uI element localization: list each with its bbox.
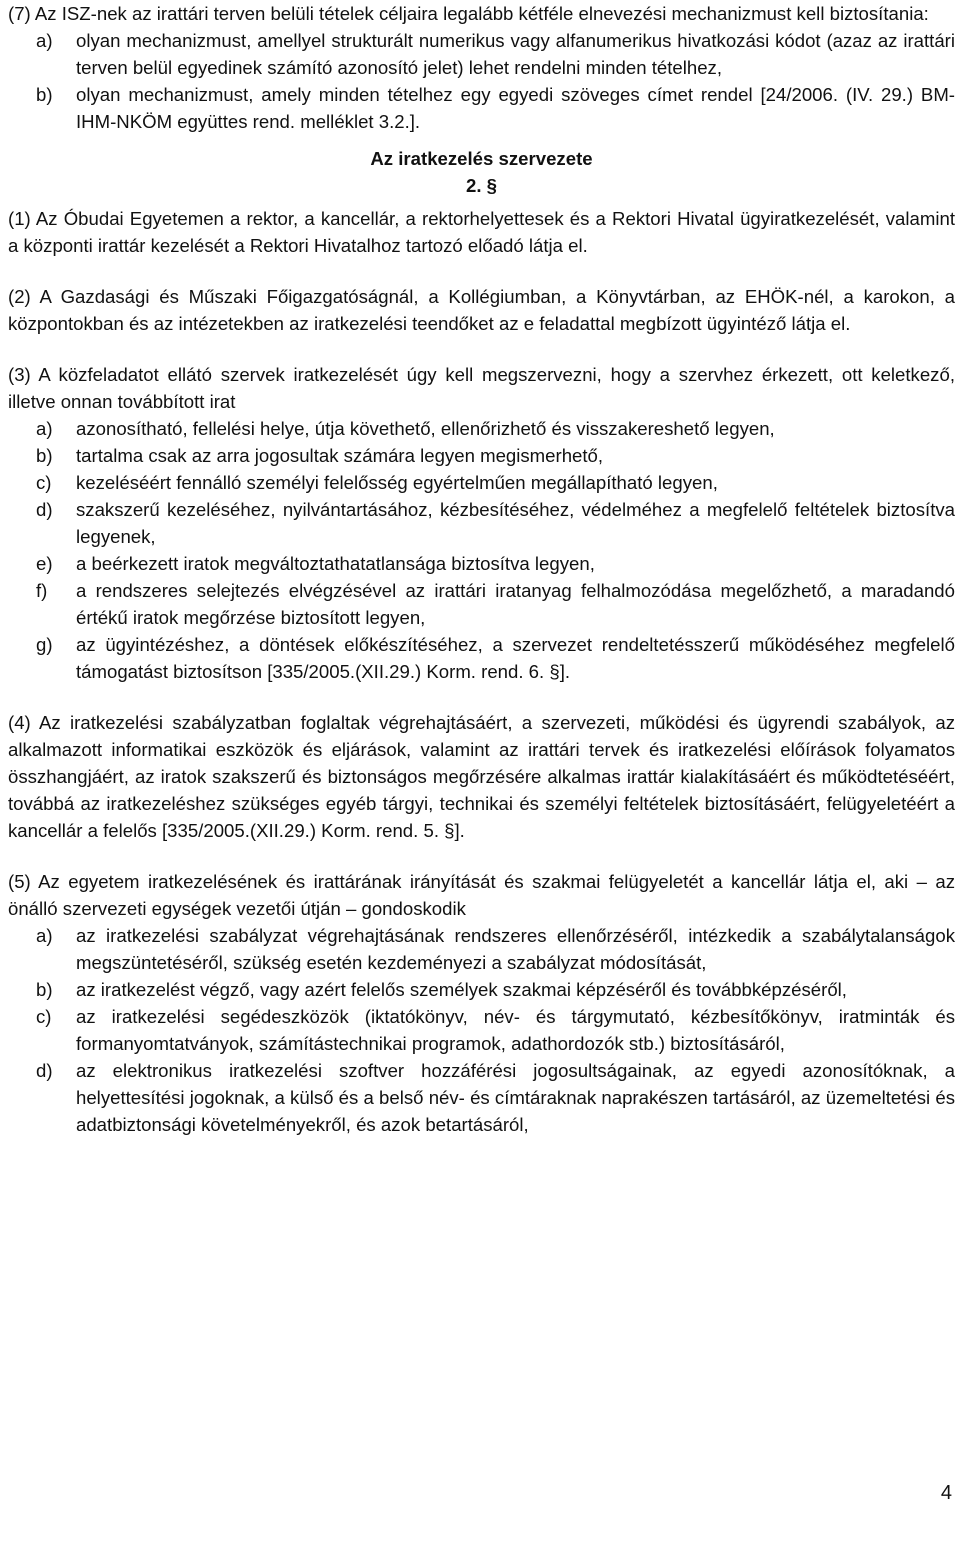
document-page — [8, 0, 955, 1138]
list-item — [8, 469, 955, 496]
list-item-text: olyan mechanizmust, amellyel strukturált numerikus vagy alfanumerikus hivatkozási kódot (azaz az irattári terven belül egyedinek számító azonosító jelet) lehet rendelni minden tételhez, — [76, 30, 955, 78]
list-item — [8, 577, 955, 631]
list-item-text: az iratkezelési szabályzat végrehajtásának rendszeres ellenőrzéséről, intézkedik a szabálytalanságok megszüntetéséről, szükség esetén kezdeményezi a szabályzat módosítását, — [76, 925, 955, 973]
list-item-label: d) — [36, 1060, 53, 1081]
list-item — [8, 976, 955, 1003]
list-item-text: az iratkezelési segédeszközök (iktatókönyv, név- és tárgymutató, kézbesítőkönyv, iratminták és formanyomtatványok, számítástechnikai programok, adathordozók stb.) biztosításáról, — [76, 1006, 955, 1054]
list-item-label: a) — [36, 418, 53, 439]
list-item-label: c) — [36, 1006, 52, 1027]
list-item — [8, 415, 955, 442]
list-item — [8, 922, 955, 976]
list-item-label: b) — [36, 979, 53, 1000]
paragraph-3: (3) A közfeladatot ellátó szervek iratkezelését úgy kell megszervezni, hogy a szervhez érkezett, ott keletkező, illetve onnan továbbított irat — [8, 364, 955, 412]
list-item-label: g) — [36, 634, 53, 655]
list-item-text: a beérkezett iratok megváltoztathatatlansága biztosítva legyen, — [76, 553, 595, 574]
list-item-label: b) — [36, 84, 53, 105]
list-item-label: a) — [36, 925, 53, 946]
list-item — [8, 1057, 955, 1138]
list-item — [8, 550, 955, 577]
list-item-label: d) — [36, 499, 53, 520]
list-item-label: b) — [36, 445, 53, 466]
list-item — [8, 631, 955, 685]
list-item-text: az iratkezelést végző, vagy azért felelős személyek szakmai képzéséről és továbbképzéséről, — [76, 979, 847, 1000]
page-number: 4 — [940, 1482, 952, 1504]
list-item — [8, 496, 955, 550]
list-item — [8, 442, 955, 469]
list-item-label: e) — [36, 553, 53, 574]
section-heading — [8, 135, 955, 205]
paragraph-5: (5) Az egyetem iratkezelésének és irattárának irányítását és szakmai felügyeletét a kancellár látja el, aki – az önálló szervezeti egységek vezetői útján – gondoskodik — [8, 871, 955, 919]
list-item-text: a rendszeres selejtezés elvégzésével az irattári iratanyag felhalmozódása megelőzhető, a maradandó értékű iratok megőrzése biztosított legyen, — [76, 580, 955, 628]
list-item-label: c) — [36, 472, 52, 493]
list-item-text: azonosítható, fellelési helye, útja követhető, ellenőrizhető és visszakereshető legyen, — [76, 418, 775, 439]
list-item-text: kezeléséért fennálló személyi felelősség egyértelműen megállapítható legyen, — [76, 472, 718, 493]
paragraph-4: (4) Az iratkezelési szabályzatban foglaltak végrehajtásáért, a szervezeti, működési és ügyrendi szabályok, az alkalmazott informatikai eszközök és eljárások, valamint az irattári tervek és iratkezelési előírások folyamatos összhangjáért, az iratok szakszerű és biztonságos megőrzésére alkalmas irattár kialakításáért és működtetéséért, továbbá az iratkezeléshez szükséges egyéb tárgyi, technikai és személyi feltételek biztosításáért, felügyeletéért a kancellár a felelős [335/2005.(XII.29.) Korm. rend. 5. §]. — [8, 712, 955, 841]
list-item — [8, 1003, 955, 1057]
list-item-text: tartalma csak az arra jogosultak számára legyen megismerhető, — [76, 445, 604, 466]
list-item-text: az ügyintézéshez, a döntések előkészítéséhez, a szervezet rendeltetésszerű működéséhez megfelelő támogatást biztosítson [335/2005.(XII.29.) Korm. rend. 6. §]. — [76, 634, 955, 682]
list-item-text: szakszerű kezeléséhez, nyilvántartásához, kézbesítéséhez, védelméhez a megfelelő feltételek biztosítva legyenek, — [76, 499, 955, 547]
list-item — [8, 27, 955, 81]
list-item-text: olyan mechanizmust, amely minden tételhez egy egyedi szöveges címet rendel [24/2006. (IV. 29.) BM-IHM-NKÖM együttes rend. melléklet 3.2.]. — [76, 84, 955, 132]
paragraph-2: (2) A Gazdasági és Műszaki Főigazgatóságnál, a Kollégiumban, a Könyvtárban, az EHÖK-nél, a karokon, a központokban és az intézetekben az iratkezelési teendőket az e feladattal megbízott ügyintéző látja el. — [8, 286, 955, 334]
list-item-label: a) — [36, 30, 53, 51]
paragraph-1: (1) Az Óbudai Egyetemen a rektor, a kancellár, a rektorhelyettesek és a Rektori Hivatal ügyiratkezelését, valamint a központi irattár kezelését a Rektori Hivatalhoz tartozó előadó látja el. — [8, 208, 955, 256]
list-item — [8, 81, 955, 135]
list-item-label: f) — [36, 580, 48, 601]
intro-paragraph: (7) Az ISZ-nek az irattári terven belüli tételek céljaira legalább kétféle elnevezési mechanizmust kell biztosítania: — [8, 3, 929, 24]
list-item-text: az elektronikus iratkezelési szoftver hozzáférési jogosultságainak, az egyedi azonosítóknak, a helyettesítési jogoknak, a külső és a belső név- és címtáraknak naprakészen tartásáról, az üzemeltetési és adatbiztonsági követelményekről, és azok betartásáról, — [76, 1060, 955, 1135]
section-number: 2. § — [465, 175, 497, 196]
section-title: Az iratkezelés szervezete — [370, 148, 593, 169]
